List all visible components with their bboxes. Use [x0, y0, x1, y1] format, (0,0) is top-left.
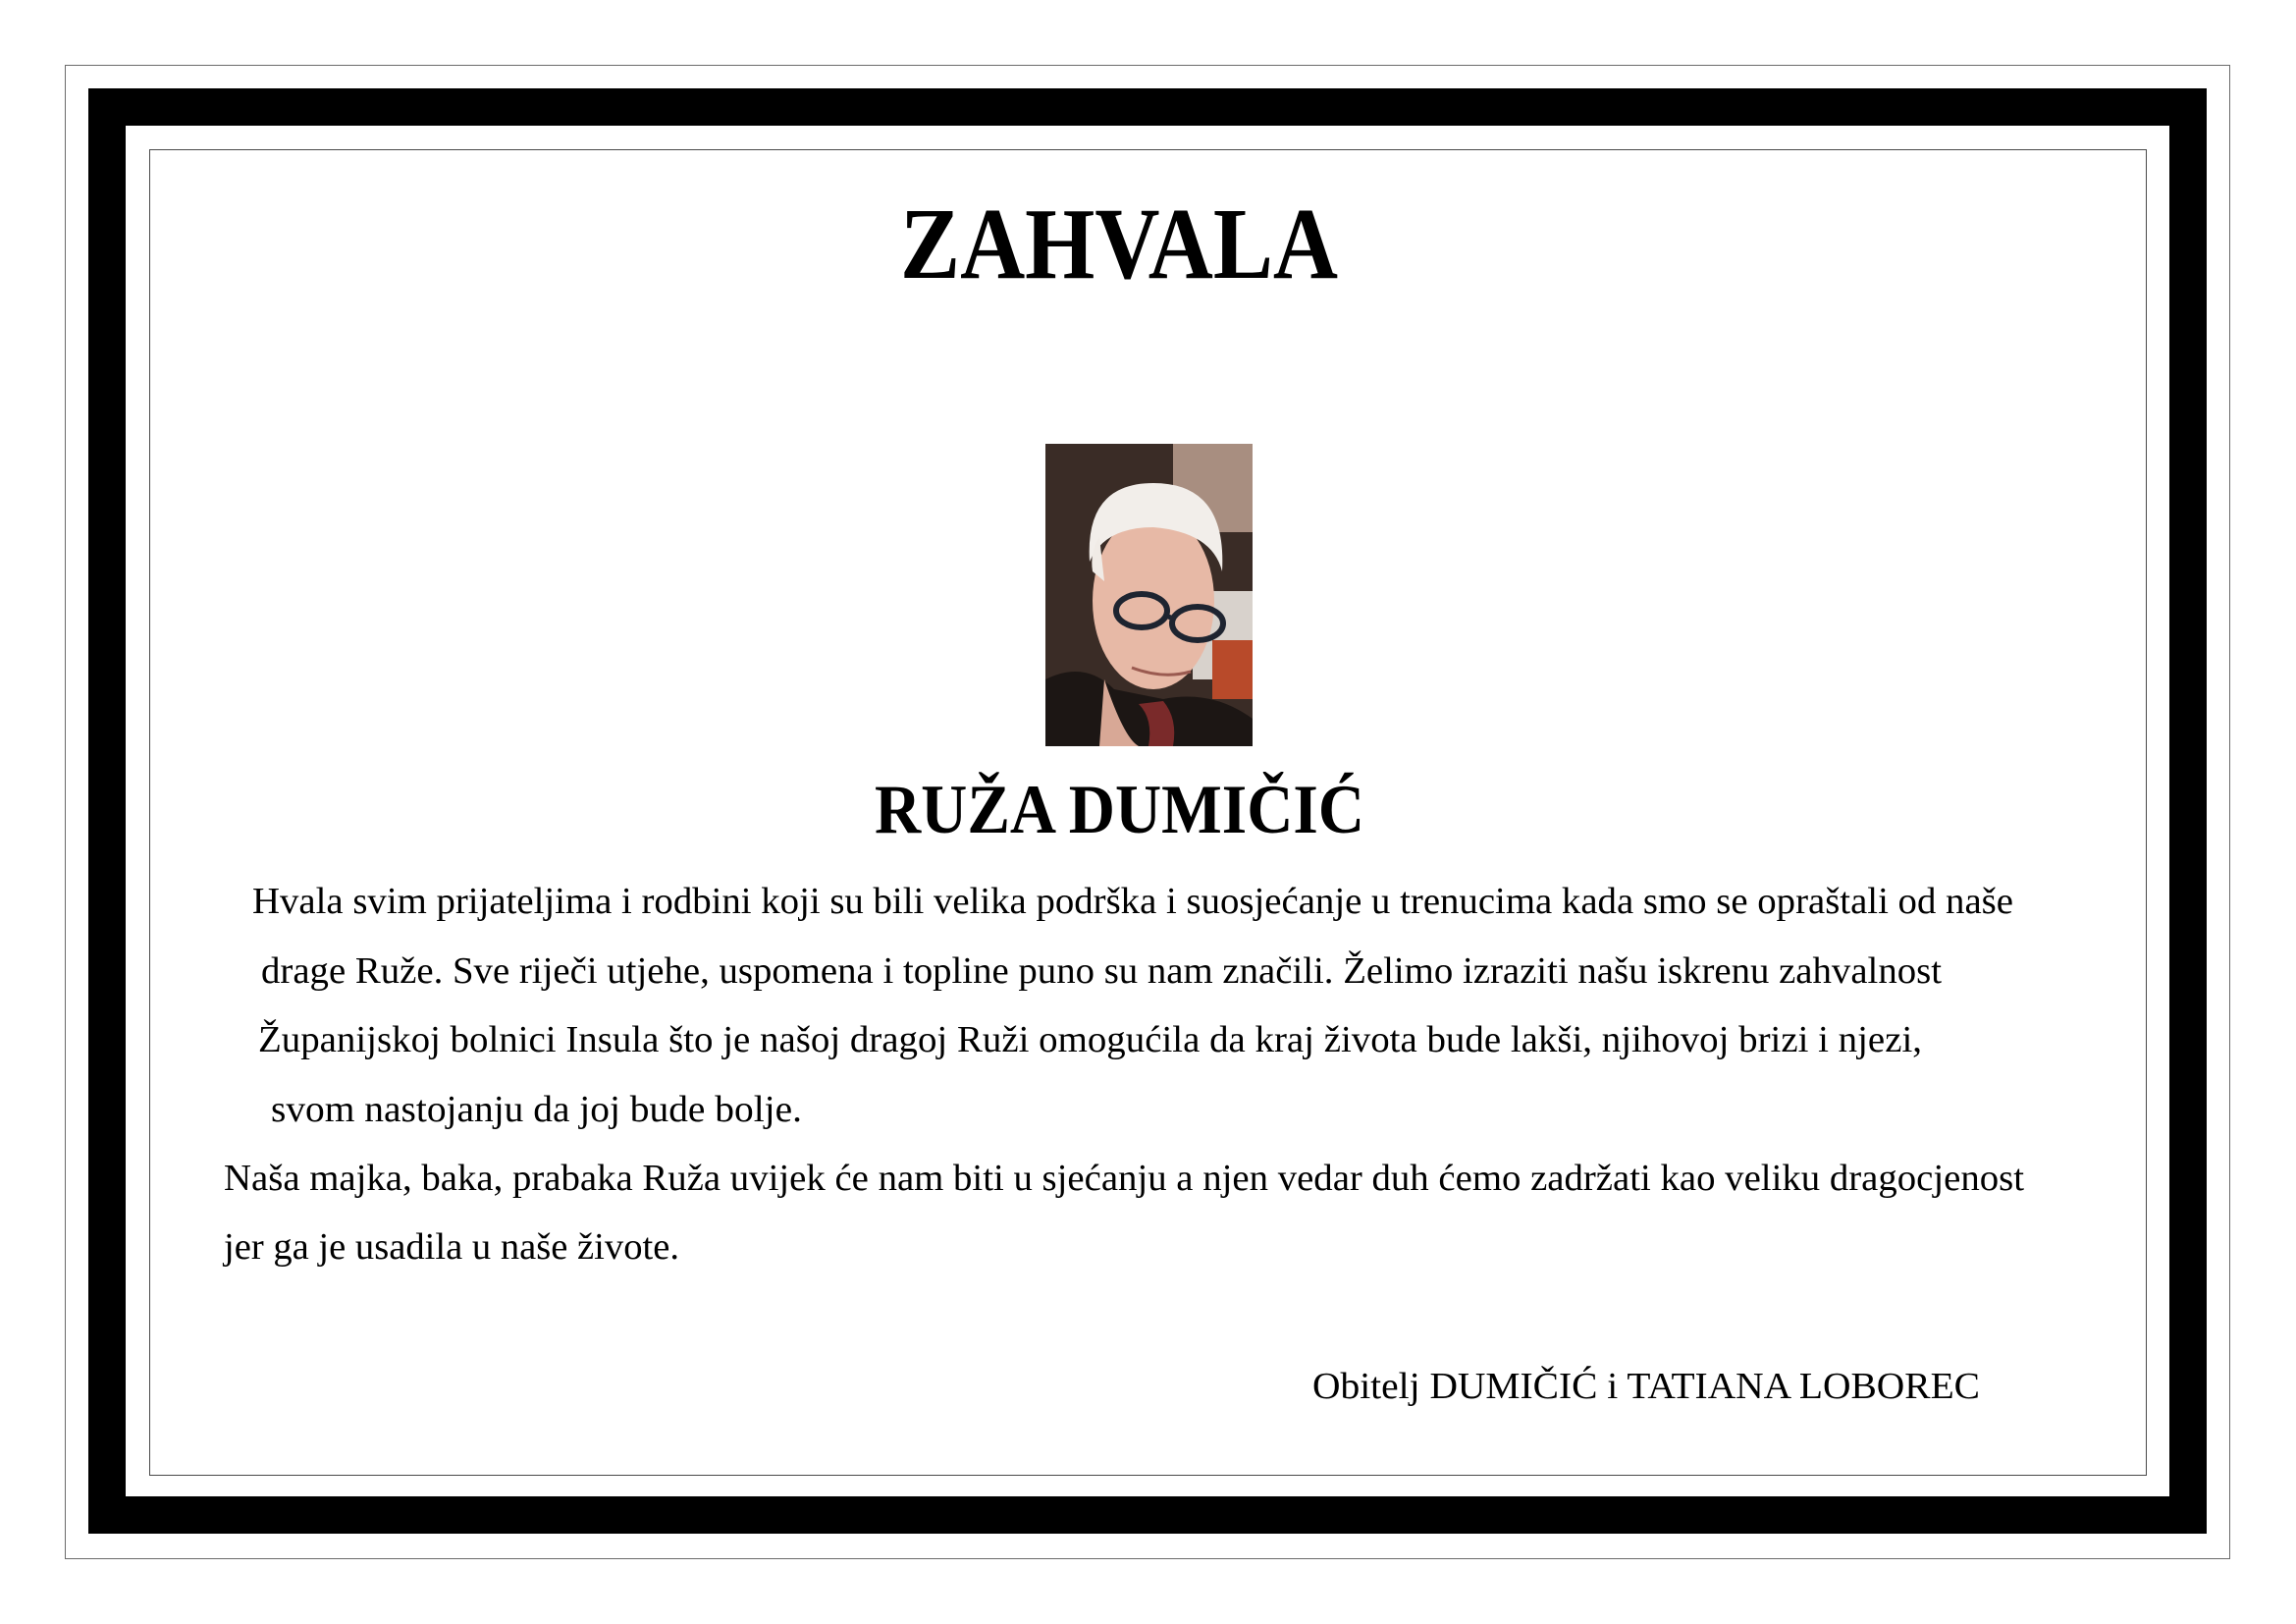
- body-line-6: jer ga je usadila u naše živote.: [224, 1226, 679, 1268]
- deceased-name: RUŽA DUMIČIĆ: [875, 772, 1364, 848]
- notice-title: ZAHVALA: [900, 188, 1338, 300]
- portrait-image-icon: [1045, 444, 1253, 746]
- body-line-1: Hvala svim prijateljima i rodbini koji su bili velika podrška i suosjećanje u trenucima kada smo se opraštali od naše: [252, 881, 2013, 922]
- body-line-5: Naša majka, baka, prabaka Ruža uvijek će nam biti u sjećanju a njen vedar duh ćemo zadržati kao veliku dragocjenost: [224, 1158, 2024, 1199]
- portrait-photo: [1045, 444, 1253, 746]
- body-line-3: Županijskoj bolnici Insula što je našoj dragoj Ruži omogućila da kraj života bude lakši, njihovoj brizi i njezi,: [258, 1019, 1922, 1060]
- signature: Obitelj DUMIČIĆ i TATIANA LOBOREC: [1312, 1366, 1980, 1407]
- body-line-4: svom nastojanju da joj bude bolje.: [271, 1089, 802, 1130]
- body-line-2: drage Ruže. Sve riječi utjehe, uspomena i topline puno su nam značili. Želimo izraziti našu iskrenu zahvalnost: [261, 950, 1943, 992]
